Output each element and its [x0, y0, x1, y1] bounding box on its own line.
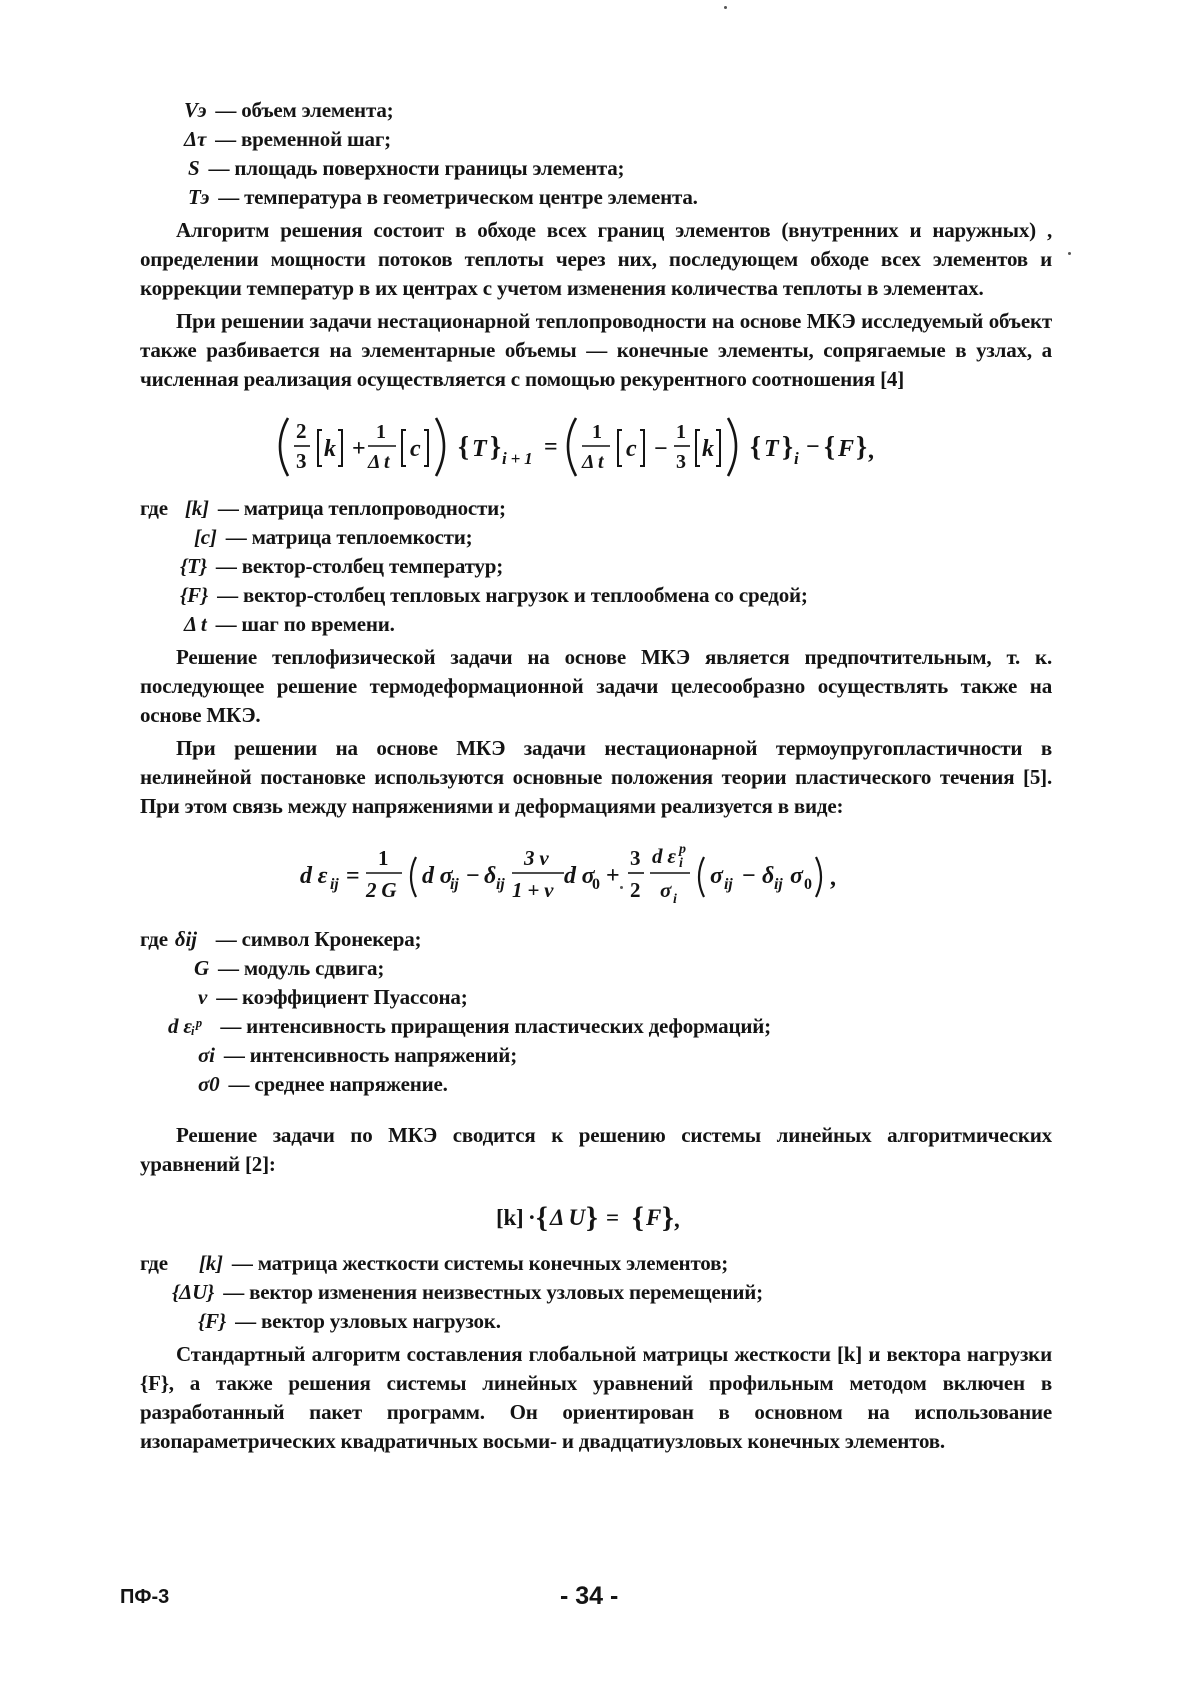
footer-code: ПФ-3 — [120, 1586, 170, 1608]
scan-speck — [724, 6, 727, 9]
formula-brace: } — [782, 432, 793, 463]
formula-strain-svg — [140, 827, 1052, 923]
where-label: где — [140, 927, 168, 951]
formula-recurrent-svg — [140, 400, 1052, 492]
formula-operator: − — [742, 863, 756, 889]
formula-symbol: σ — [710, 863, 723, 889]
definition-item — [140, 983, 1052, 1012]
definition-item — [140, 523, 1052, 552]
definition-text: — объем элемента; — [215, 98, 394, 122]
formula-num: 1 — [378, 846, 389, 870]
spacer — [140, 1099, 1052, 1117]
formula-paren — [816, 857, 821, 897]
definition-text: — временной шаг; — [215, 127, 391, 151]
definition-item — [140, 1041, 1052, 1070]
definition-symbol: {T} — [180, 554, 207, 578]
definition-symbol: {F} — [198, 1309, 227, 1333]
definition-text: — матрица теплоемкости; — [225, 525, 473, 549]
formula-brace: { — [536, 1201, 548, 1234]
definition-text: — температура в геометрическом центре элемента. — [218, 185, 698, 209]
definition-symbol: Δτ — [184, 127, 207, 151]
formula-brace: } — [856, 432, 867, 463]
definition-item — [140, 954, 1052, 983]
where-label: где — [140, 496, 168, 520]
formula-subscript: ij — [496, 876, 505, 893]
definition-text: — вектор-столбец температур; — [215, 554, 504, 578]
formula-den: Δ t — [582, 451, 604, 473]
paragraph-system: Решение задачи по МКЭ сводится к решению системы линейных алгоритмических уравнений [2]: — [140, 1123, 1052, 1176]
formula-den: 3 — [676, 451, 686, 473]
formula-operator: − — [806, 434, 820, 460]
formula-bracket — [318, 430, 322, 466]
definition-symbol: Tэ — [188, 185, 210, 209]
definition-symbol: σ0 — [198, 1072, 220, 1096]
formula-operator: + — [352, 436, 366, 462]
formula-system-svg — [140, 1185, 1052, 1247]
where-label: где — [140, 1251, 168, 1275]
definition-text: — матрица жесткости системы конечных элементов; — [231, 1251, 729, 1275]
formula-punct: , — [830, 865, 836, 891]
definition-item — [140, 1278, 1052, 1307]
page-number: - 34 - — [560, 1582, 619, 1610]
definition-item — [140, 183, 1052, 212]
formula-symbol: c — [410, 436, 421, 462]
definition-symbol: {ΔU} — [172, 1280, 215, 1304]
formula-paren — [699, 857, 704, 897]
formula-bracket — [402, 430, 406, 466]
formula-symbol: k — [702, 436, 714, 462]
definition-symbol: ν — [198, 985, 208, 1009]
definition-symbol: S — [188, 156, 200, 180]
formula-operator: = — [606, 1205, 619, 1230]
formula-bracket — [338, 430, 342, 466]
formula-subscript: ij — [774, 876, 783, 893]
formula-symbol: F — [838, 436, 854, 462]
definition-text: — шаг по времени. — [215, 612, 395, 636]
definition-item — [140, 1307, 1052, 1336]
formula-symbol: T — [472, 436, 487, 462]
definition-text: — вектор узловых нагрузок. — [235, 1309, 501, 1333]
paragraph-algorithm: Алгоритм решения состоит в обходе всех границ элементов (внутренних и наружных) , определении мощности потоков теплоты через них, последующем обходе всех элементов и коррекции температур в их центрах с учетом изменения количества теплоты в элементах. — [140, 218, 1052, 300]
formula-symbol: d σ — [422, 863, 453, 889]
formula-subscript: ij — [724, 876, 733, 893]
formula-symbol: k — [324, 436, 336, 462]
formula-brace: } — [586, 1201, 598, 1234]
formula-brace: { — [824, 432, 835, 463]
formula-symbol: δ — [484, 863, 497, 889]
formula-paren — [411, 857, 416, 897]
definition-symbol: {F} — [180, 583, 209, 607]
formula-punct: , — [868, 438, 874, 464]
definition-text: — символ Кронекера; — [215, 927, 422, 951]
definition-item — [140, 494, 1052, 523]
formula-punct: , — [674, 1207, 680, 1232]
definition-item — [140, 610, 1052, 639]
definition-item — [140, 581, 1052, 610]
definition-symbol: Δ t — [184, 612, 207, 636]
formula-den: 3 — [296, 449, 307, 473]
formula-num: d ε — [652, 844, 676, 868]
formula-num: 3 — [630, 846, 641, 870]
scan-speck — [1068, 252, 1071, 255]
definition-symbol: δij — [174, 927, 197, 951]
formula-subscript: ij — [450, 876, 459, 893]
formula-subscript: i + 1 — [502, 449, 533, 468]
definition-item — [140, 1070, 1052, 1099]
definition-text: — интенсивность приращения пластических деформаций; — [220, 1014, 771, 1038]
formula-operator: = — [346, 863, 360, 889]
formula-num: 3 ν — [524, 846, 549, 870]
formula-bracket — [696, 430, 700, 466]
formula-den: 1 + ν — [512, 878, 554, 902]
formula-operator: = — [544, 434, 558, 460]
definition-text: — коэффициент Пуассона; — [216, 985, 468, 1009]
formula-operator: − — [466, 863, 480, 889]
formula-subscript: ij — [330, 876, 339, 893]
definition-symbol: d εᵢᵖ — [168, 1014, 202, 1038]
formula-subscript: 0 — [592, 876, 600, 893]
formula-den: 2 — [630, 878, 641, 902]
formula-bracket — [618, 430, 622, 466]
formula-num: 1 — [592, 421, 602, 443]
formula-symbol: c — [626, 436, 637, 462]
formula-recurrent — [140, 400, 1052, 492]
definition-symbol: [c] — [194, 525, 217, 549]
formula-bracket — [424, 430, 428, 466]
formula-num: 1 — [376, 421, 386, 443]
formula-brace: { — [750, 432, 761, 463]
definition-symbol: [k] — [184, 496, 209, 520]
formula-superscript: p — [679, 842, 686, 857]
formula-operator: + — [606, 863, 620, 889]
formula-symbol: d σ — [564, 863, 595, 889]
formula-num: 2 — [296, 419, 307, 443]
definition-text: — интенсивность напряжений; — [223, 1043, 517, 1067]
formula-symbol: F — [646, 1205, 662, 1230]
formula-symbol: δ — [762, 863, 775, 889]
definition-item — [140, 552, 1052, 581]
definition-text: — вектор изменения неизвестных узловых перемещений; — [223, 1280, 763, 1304]
formula-operator: − — [654, 436, 668, 462]
definition-symbol: Vэ — [184, 98, 207, 122]
formula-paren — [280, 418, 288, 476]
paragraph-standard-algorithm: Стандартный алгоритм составления глобальной матрицы жесткости [k] и вектора нагрузки {F}, а также решения системы линейных уравнений профильным методом включен в разработанный пакет программ. Он ориентирован в основном на использование изопараметрических квадратичных восьми- и двадцатиузловых конечных элементов. — [140, 1342, 1052, 1453]
formula-brace: } — [490, 432, 501, 463]
formula-system — [140, 1185, 1052, 1247]
formula-symbol: d ε — [300, 863, 328, 889]
definition-item — [140, 154, 1052, 183]
definition-text: — среднее напряжение. — [228, 1072, 448, 1096]
definition-text: — вектор-столбец тепловых нагрузок и теплообмена со средой; — [217, 583, 808, 607]
formula-operator: · — [528, 1205, 536, 1230]
scan-speck — [620, 886, 623, 889]
formula-paren — [568, 418, 576, 476]
definition-item — [140, 96, 1052, 125]
page-content — [140, 96, 1052, 1456]
formula-symbol: σ — [790, 863, 803, 889]
paragraph-preferred: Решение теплофизической задачи на основе МКЭ является предпочтительным, т. к. последующее решение термодеформационной задачи целесообразно осуществлять также на основе МКЭ. — [140, 645, 1052, 727]
definition-text: — площадь поверхности границы элемента; — [208, 156, 625, 180]
formula-symbol: Δ U — [550, 1205, 585, 1230]
formula-subscript: i — [673, 892, 677, 907]
definition-symbol: G — [194, 956, 209, 980]
paragraph-fem-heat: При решении задачи нестационарной теплопроводности на основе МКЭ исследуемый объект также разбивается на элементарные объемы — конечные элементы, сопрягаемые в узлах, а численная реализация осуществляется с помощью рекурентного соотношения [4] — [140, 309, 1052, 391]
definition-symbol: [k] — [198, 1251, 223, 1275]
formula-subscript: i — [794, 449, 799, 468]
formula-den: σ — [660, 878, 672, 902]
formula-paren — [436, 418, 444, 476]
formula-brace: { — [458, 432, 469, 463]
formula-bracket — [716, 430, 720, 466]
formula-brace: { — [632, 1201, 644, 1234]
formula-brace: } — [662, 1201, 674, 1234]
definition-item — [140, 1012, 1052, 1041]
definition-item — [140, 925, 1052, 954]
definition-item — [140, 125, 1052, 154]
definition-text: — матрица теплопроводности; — [217, 496, 506, 520]
formula-num: 1 — [676, 421, 686, 443]
paragraph-plasticity: При решении на основе МКЭ задачи нестационарной термоупругопластичности в нелинейной постановке используются основные положения теории пластического течения [5]. При этом связь между напряжениями и деформациями реализуется в виде: — [140, 736, 1052, 818]
formula-symbol: [k] — [496, 1205, 524, 1230]
formula-subscript: 0 — [804, 876, 812, 893]
formula-den: 2 G — [366, 878, 397, 902]
formula-strain — [140, 827, 1052, 923]
definition-item — [140, 1249, 1052, 1278]
formula-symbol: T — [764, 436, 779, 462]
formula-bracket — [640, 430, 644, 466]
formula-den: Δ t — [368, 451, 390, 473]
definition-symbol: σi — [198, 1043, 215, 1067]
formula-subscript: i — [679, 856, 683, 871]
definition-text: — модуль сдвига; — [218, 956, 385, 980]
formula-paren — [728, 418, 736, 476]
